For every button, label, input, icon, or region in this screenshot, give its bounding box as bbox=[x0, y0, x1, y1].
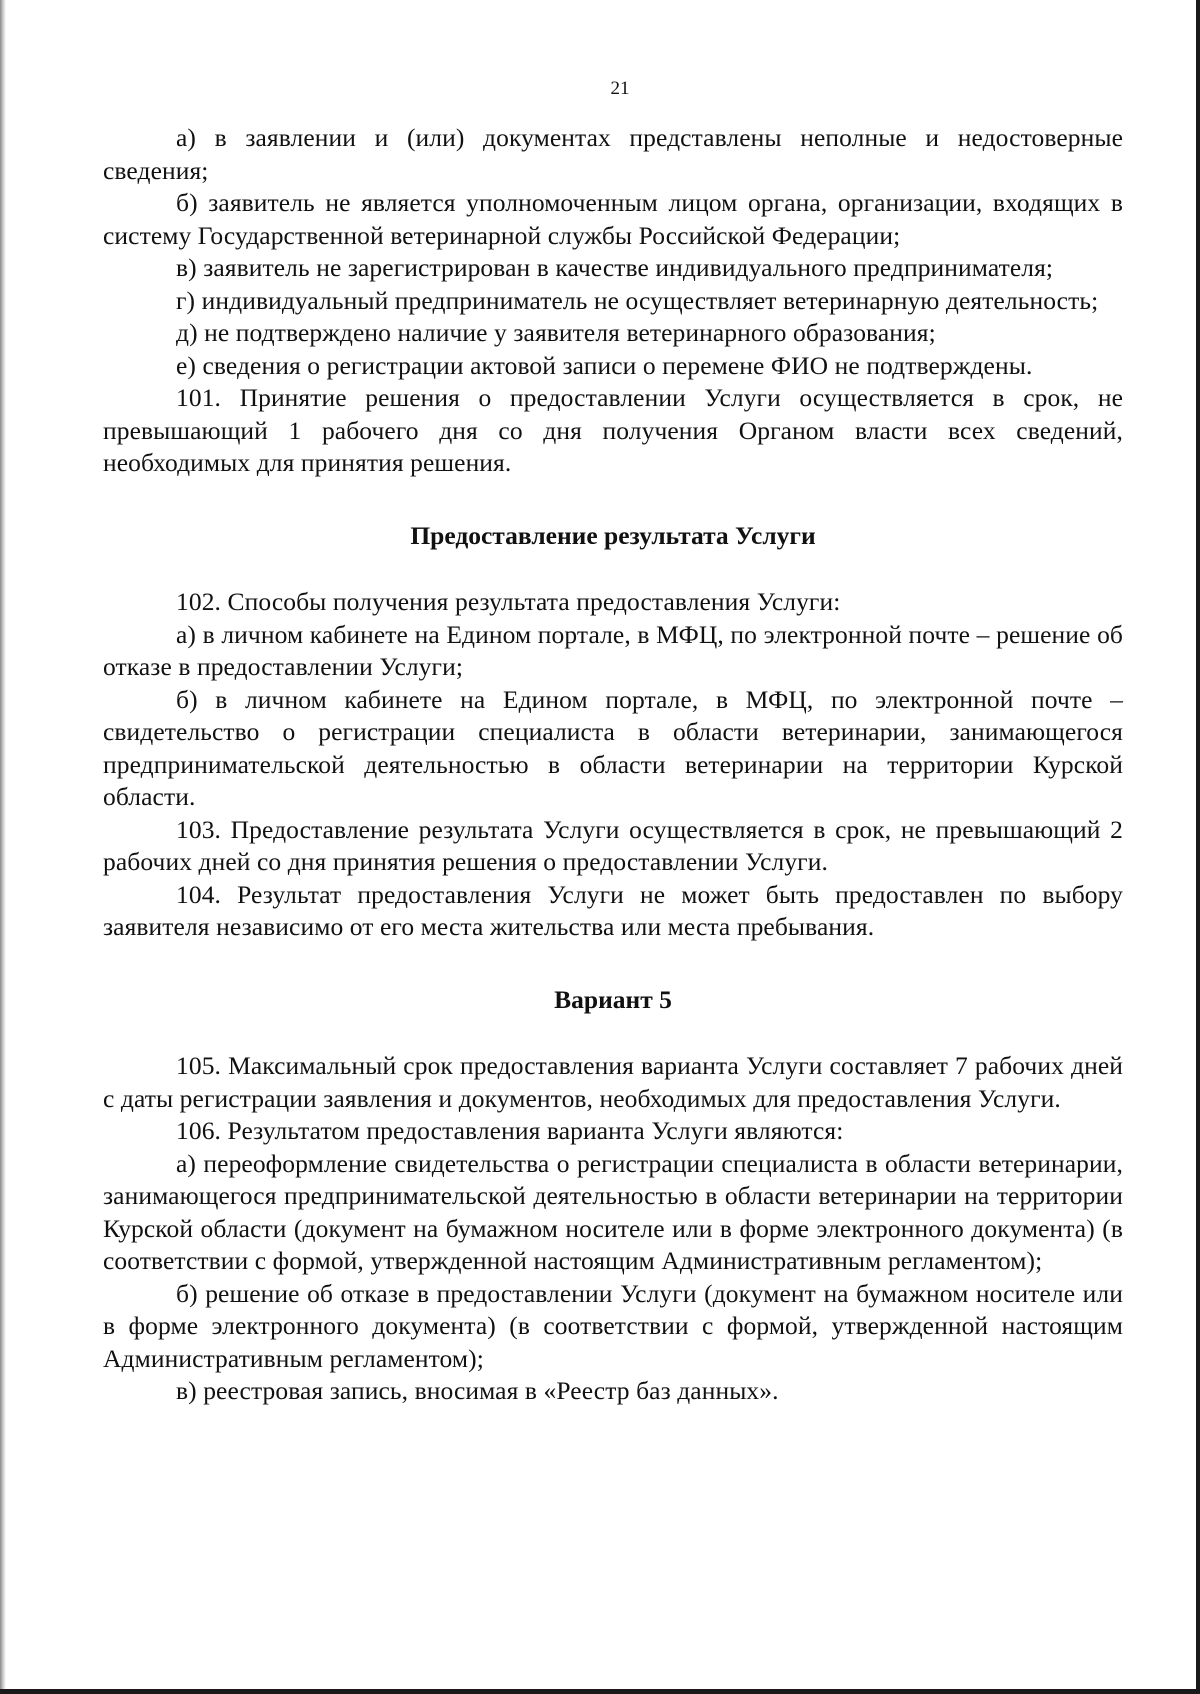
scan-edge-left bbox=[0, 0, 6, 1694]
paragraph: 102. Способы получения результата предоставления Услуги: bbox=[176, 587, 841, 616]
section-result-delivery bbox=[103, 520, 1123, 944]
section-variant-5 bbox=[103, 984, 1123, 1408]
paragraph: 104. Результат предоставления Услуги не может быть предоставлен по выбору заявителя независимо от его места жительства или места пребывания. bbox=[103, 879, 1123, 941]
paragraph: в) реестровая запись, вносимая в «Реестр баз данных». bbox=[176, 1376, 779, 1405]
scan-edge-right bbox=[1196, 0, 1200, 1694]
document-page bbox=[103, 78, 1123, 1408]
paragraph: б) решение об отказе в предоставлении Услуги (документ на бумажном носителе или в форме электронного документа) (в соответствии с формой, утвержденной настоящим Административным регламентом); bbox=[103, 1278, 1123, 1373]
paragraph: а) в личном кабинете на Едином портале, в МФЦ, по электронной почте – решение об отказе в предоставлении Услуги; bbox=[103, 619, 1123, 681]
paragraph: д) не подтверждено наличие у заявителя ветеринарного образования; bbox=[176, 318, 936, 347]
section-heading: Предоставление результата Услуги bbox=[410, 520, 816, 550]
paragraph: е) сведения о регистрации актовой записи о перемене ФИО не подтверждены. bbox=[176, 350, 1033, 380]
page-number: 21 bbox=[610, 78, 630, 99]
paragraph: б) в личном кабинете на Едином портале, в МФЦ, по электронной почте – свидетельство о регистрации специалиста в области ветеринарии, занимающегося предпринимательской деятельностью в области ветеринарии на территории Курской области. bbox=[103, 684, 1123, 811]
paragraph: а) в заявлении и (или) документах представлены неполные и недостоверные сведения; bbox=[103, 123, 1123, 185]
paragraph: 106. Результатом предоставления варианта Услуги являются: bbox=[176, 1116, 844, 1145]
section-heading: Вариант 5 bbox=[554, 984, 672, 1014]
paragraph: в) заявитель не зарегистрирован в качестве индивидуального предпринимателя; bbox=[176, 253, 1054, 282]
paragraph: 101. Принятие решения о предоставлении Услуги осуществляется в срок, не превышающий 1 рабочего дня со дня получения Органом власти всех сведений, необходимых для принятия решения. bbox=[103, 383, 1123, 477]
scan-edge-bottom bbox=[0, 1689, 1200, 1694]
paragraph: б) заявитель не является уполномоченным лицом органа, организации, входящих в систему Государственной ветеринарной службы Российской Федерации; bbox=[103, 188, 1123, 250]
paragraph: 103. Предоставление результата Услуги осуществляется в срок, не превышающий 2 рабочих дней со дня принятия решения о предоставлении Услуги. bbox=[103, 814, 1123, 876]
paragraph: г) индивидуальный предприниматель не осуществляет ветеринарную деятельность; bbox=[176, 285, 1099, 315]
section-grounds-for-refusal bbox=[103, 122, 1123, 480]
paragraph: а) переоформление свидетельства о регистрации специалиста в области ветеринарии, занимающегося предпринимательской деятельностью в области ветеринарии на территории Курской области (документ на бумажном носителе или в форме электронного документа) (в соответствии с формой, утвержденной настоящим Административным регламентом); bbox=[103, 1148, 1123, 1275]
paragraph: 105. Максимальный срок предоставления варианта Услуги составляет 7 рабочих дней с даты регистрации заявления и документов, необходимых для предоставления Услуги. bbox=[103, 1051, 1123, 1113]
